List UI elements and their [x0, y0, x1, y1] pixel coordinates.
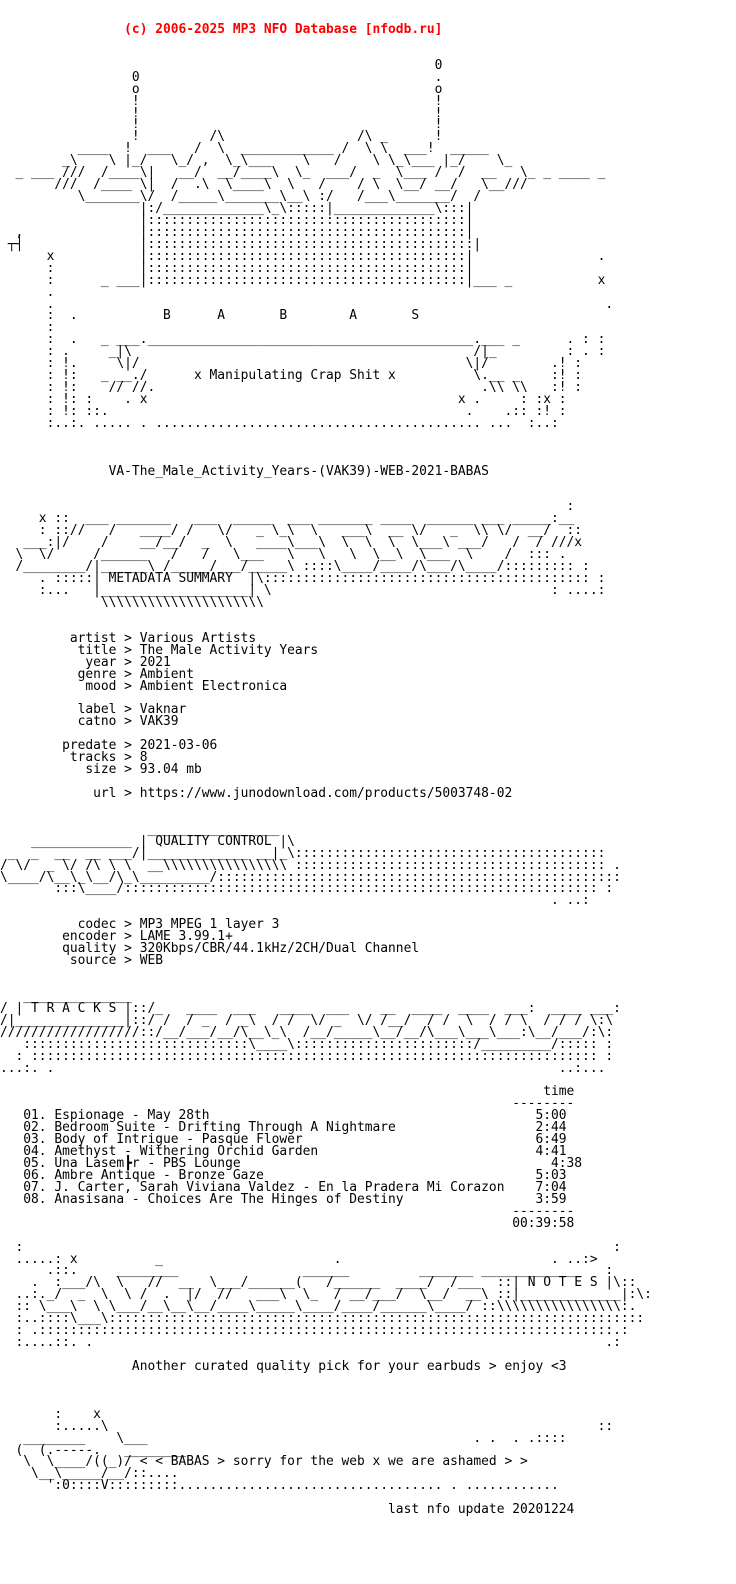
nfo-line: [0, 442, 736, 454]
nfo-line: [0, 1373, 736, 1385]
nfo-line: : !: // //. .\\ \\ :! :: [0, 380, 583, 396]
nfo-line: : . _|\ /|_ : . :: [0, 344, 606, 360]
nfo-line: : ::::::::::::::::::::::::::::::::::::::::::::::::::::::::::::::::::::::::: :: [0, 1048, 614, 1064]
nfo-line: predate > 2021-03-06: [0, 738, 218, 754]
nfo-line: 08. Anasisana - Choices Are The Hinges of Destiny 3:59: [0, 1191, 567, 1207]
nfo-line: 07. J. Carter, Sarah Viviana Valdez - En la Pradera Mi Corazon 7:04: [0, 1179, 567, 1195]
nfo-line: [0, 967, 736, 979]
nfo-line: ...:. . ..:...: [0, 1060, 606, 1076]
nfo-line: [0, 1397, 736, 1409]
nfo-line: codec > MP3 MPEG 1 layer 3: [0, 917, 280, 933]
nfo-line: :....::. . .:: [0, 1335, 621, 1351]
nfo-line: ! !: [0, 93, 443, 109]
nfo-line: . :___/\ \ // __ \___/______( /______ ____/ /___ ::| N O T E S |\::: [0, 1275, 637, 1291]
nfo-line: [0, 430, 736, 442]
nfo-line: : .::::::::::::::::::::::::::::::::::::::::::::::::::::::::::::::::::::::::::.:: [0, 1323, 629, 1339]
nfo-line: [0, 478, 736, 490]
nfo-line: /________/|______\_/_____/___/_____\ ::::\____/____/\___/\____/::::::::: :: [0, 559, 590, 575]
nfo-line: :..::::\___\:::::::::::::::::::::::::::::::::::::::::::::::::::::::::::::::::::::: [0, 1311, 645, 1327]
nfo-line: :: [0, 320, 55, 336]
nfo-line: [0, 609, 736, 621]
nfo-line: ________ \___ . . . .::::: [0, 1430, 567, 1446]
nfo-line: size > 93.04 mb: [0, 762, 202, 778]
nfo-line: ______________: [0, 988, 132, 1004]
nfo-line: : !: ::. . .:: :! :: [0, 403, 567, 419]
nfo-line: Another curated quality pick for your earbuds > enjoy <3: [0, 1358, 567, 1374]
nfo-line: : ::// / ____/ / \/ _ \_\ \ ___\ __ \/ _ \\ \/ __/ ::: [0, 523, 583, 539]
nfo-line: VA-The_Male_Activity_Years-(VAK39)-WEB-2021-BABAS: [0, 463, 489, 479]
nfo-line: encoder > LAME 3.99.1+: [0, 929, 233, 945]
nfo-line: o o: [0, 81, 443, 97]
nfo-line: 00:39:58: [0, 1215, 575, 1231]
nfo-line: _ ___ /// /____\| __/ __/____\ \_ ___/ _ \___ / / __ \_ _ ____ _: [0, 165, 606, 181]
nfo-line: title > The Male Activity Years: [0, 642, 319, 658]
nfo-line: --------: [0, 1096, 575, 1112]
nfo-line: / | T R A C K S |::/_ ____ ___ ____ ___ __ ____ ____ ___: ____ ___:: [0, 1000, 621, 1016]
nfo-line: . :::::| METADATA SUMMARY |\:::::::::::::::::::::::::::::::::::::::::: :: [0, 571, 606, 587]
nfo-line: \_______\/ /_____\_______\__\ :/ /___\_______/ /: [0, 189, 482, 205]
nfo-line: mood > Ambient Electronica: [0, 678, 288, 694]
nfo-line: .::. ________ ______ _______ _____________ :: [0, 1263, 614, 1279]
nfo-line: / \/ _ \/ /\ \ \ __\\\\\\\\\\\\\\\\ :::::::::::::::::::::::::::::::::::::::: .: [0, 857, 621, 873]
nfo-line: .....: x _ . . ..:>: [0, 1251, 598, 1267]
nfo-line: 04. Amethyst - Withering Orchid Garden 4:41: [0, 1144, 567, 1160]
nfo-line: 03. Body of Intrigue - Pasque Flower 6:49: [0, 1132, 567, 1148]
nfo-line: tracks > 8: [0, 750, 148, 766]
nfo-line: :::\____/::::::::::::::::::::::::::::::::::::::::::::::::::::::::::::: :: [0, 881, 614, 897]
nfo-line: x :: ___ _______ ___ _____ ___ _______ ____ ______ ___ _____:__: [0, 511, 575, 527]
nfo-line: : !: _ __./ x Manipulating Crap Shit x \.__ _ :! :: [0, 368, 583, 384]
nfo-line: . ..:: [0, 893, 590, 909]
nfo-line: : !. \|/ \|/ .! :: [0, 356, 583, 372]
nfo-line: :... |___________________| \ : ....:: [0, 583, 606, 598]
nfo-line: ( (.-----. ________: [0, 1442, 187, 1458]
nfo-line: : |:::::::::::::::::::::::::::::::::::::::::|: [0, 260, 474, 276]
nfo-line: url > https://www.junodownload.com/products/5003748-02: [0, 785, 513, 801]
nfo-line: ┬┤ |::::::::::::::::::::::::::::::::::::::::::|: [0, 236, 482, 252]
nfo-line: : !: : . x x . : :x :: [0, 392, 567, 407]
nfo-line: artist > Various Artists: [0, 630, 257, 646]
nfo-line: label > Vaknar: [0, 702, 187, 718]
nfo-line: ..:._/ _ \ \ / . |/ // ___\ \_ / __/___/ \__/ __\ ::|_____________|:\:: [0, 1287, 652, 1303]
nfo-line: . .: [0, 296, 614, 312]
nfo-line: \\\\\\\\\\\\\\\\\\\\\: [0, 594, 264, 610]
nfo-line: : . _ ___.__________________________________________.___ _ . : :: [0, 332, 606, 348]
nfo-line: x |:::::::::::::::::::::::::::::::::::::::::| .: [0, 248, 606, 264]
nfo-line: :.....\ ::: [0, 1418, 614, 1434]
nfo-line: \____/\__\_\__/\_\_________/::::::::::::::::::::::::::::::::::::::::::::::::::::: [0, 869, 621, 885]
nfo-line: : :: [0, 1239, 621, 1255]
nfo-body: [0, 57, 736, 1518]
nfo-line: , |:::::::::::::::::::::::::::::::::::::::::|: [0, 224, 474, 240]
nfo-line: |:/_____________\_\:::::|_____________\:::|: [0, 201, 474, 216]
nfo-line: [0, 1385, 736, 1397]
nfo-line: ':0::::V:::::::::.................................. . ............: [0, 1478, 559, 1494]
nfo-line: :: [0, 499, 575, 515]
nfo-line: --------: [0, 1203, 575, 1219]
nfo-line: _____________ | QUALITY CONTROL |\: [0, 833, 295, 849]
nfo-line: ____ ! ___ / \ ____________ / \ \ ___! _____: [0, 141, 489, 157]
nfo-line: 02. Bedroom Suite - Drifting Through A Nightmare 2:44: [0, 1120, 567, 1136]
nfodb-header: (c) 2006-2025 MP3 NFO Database [nfodb.ru]: [0, 21, 443, 37]
nfo-line: _\ \ |_/ \_/ , \_\___ \ / \ \_\___ |_/ \_: [0, 153, 513, 169]
nfo-line: 0: [0, 57, 443, 73]
nfo-line: 05. Una Lasem┣r - PBS Lounge 4:38: [0, 1156, 583, 1171]
nfo-line: ! !: [0, 117, 443, 133]
nfo-line: /// /____ \| / .\ \____\ \ / / \ \__/ __/ \__///: [0, 177, 528, 193]
nfo-line: \ \____/((_)/ < < BABAS > sorry for the web x we are ashamed > >: [0, 1454, 528, 1470]
nfo-line: : _ ___|:::::::::::::::::::::::::::::::::::::::::|___ _ x: [0, 272, 606, 288]
nfo-line: ! /\ /\ _ !: [0, 129, 443, 145]
nfo-line: \__\_____/__/::....: [0, 1466, 179, 1482]
nfo-line: :::::::::::::::::::::::::::::\____\:::::::::::::::::::::::/_________/::::: :: [0, 1036, 614, 1052]
nfo-line: [0, 800, 736, 812]
nfo-line: year > 2021: [0, 654, 171, 670]
nfo-line: .: [0, 284, 55, 300]
nfo-line: 0 .: [0, 69, 443, 85]
nfo-line: 01. Espionage - May 28th 5:00: [0, 1108, 567, 1124]
nfo-line: _ _ __ __ ___/|_____________ __|_\::::::::::::::::::::::::::::::::::::::::: [0, 845, 606, 861]
nfo-line: quality > 320Kbps/CBR/44.1kHz/2CH/Dual Channel: [0, 941, 420, 957]
nfo-line: /|______________|::/ / / _ / _\ / / \/ _ \/ /__/ / / \ / / \ / / / \:\: [0, 1012, 614, 1028]
nfo-line: :: \___\ \ \___/__\__\__/____\_____\____/____/______\____/ ::\\\\\\\\\\\\\\\\:.: [0, 1299, 637, 1315]
nfo-line: //////////////////::/__/___/__/\__\_\ /__/_____\__/__/\___\___\___:\__/___/:\:: [0, 1024, 614, 1040]
nfo-line: ! !: [0, 105, 443, 121]
nfo-line: catno > VAK39: [0, 714, 179, 730]
nfo-line: \ \/ /______ / / \___ \ \ \ \__\ \___ \ / ::: .: [0, 547, 567, 563]
nfo-line: ___:|/ / __/__/ _ \ ____\___\ \ \ \ \___\ ___/ / / ///x: [0, 535, 583, 551]
nfo-line: genre > Ambient: [0, 666, 195, 682]
nfo-line: time: [0, 1084, 575, 1100]
nfo-line: source > WEB: [0, 953, 163, 969]
nfo-line: :..:. ..... . .......................................... ... :..:: [0, 415, 559, 431]
nfo-line: _________________: [0, 821, 280, 837]
nfo-line: : x: [0, 1406, 101, 1422]
nfo-line: last nfo update 20201224: [0, 1502, 575, 1518]
nfo-line: 06. Ambre Antique - Bronze Gaze 5:03: [0, 1167, 567, 1183]
nfo-line: : . B A B A S: [0, 308, 420, 324]
nfo-line: |:::::::::::::::::::::::::::::::::::::::::|: [0, 212, 474, 228]
